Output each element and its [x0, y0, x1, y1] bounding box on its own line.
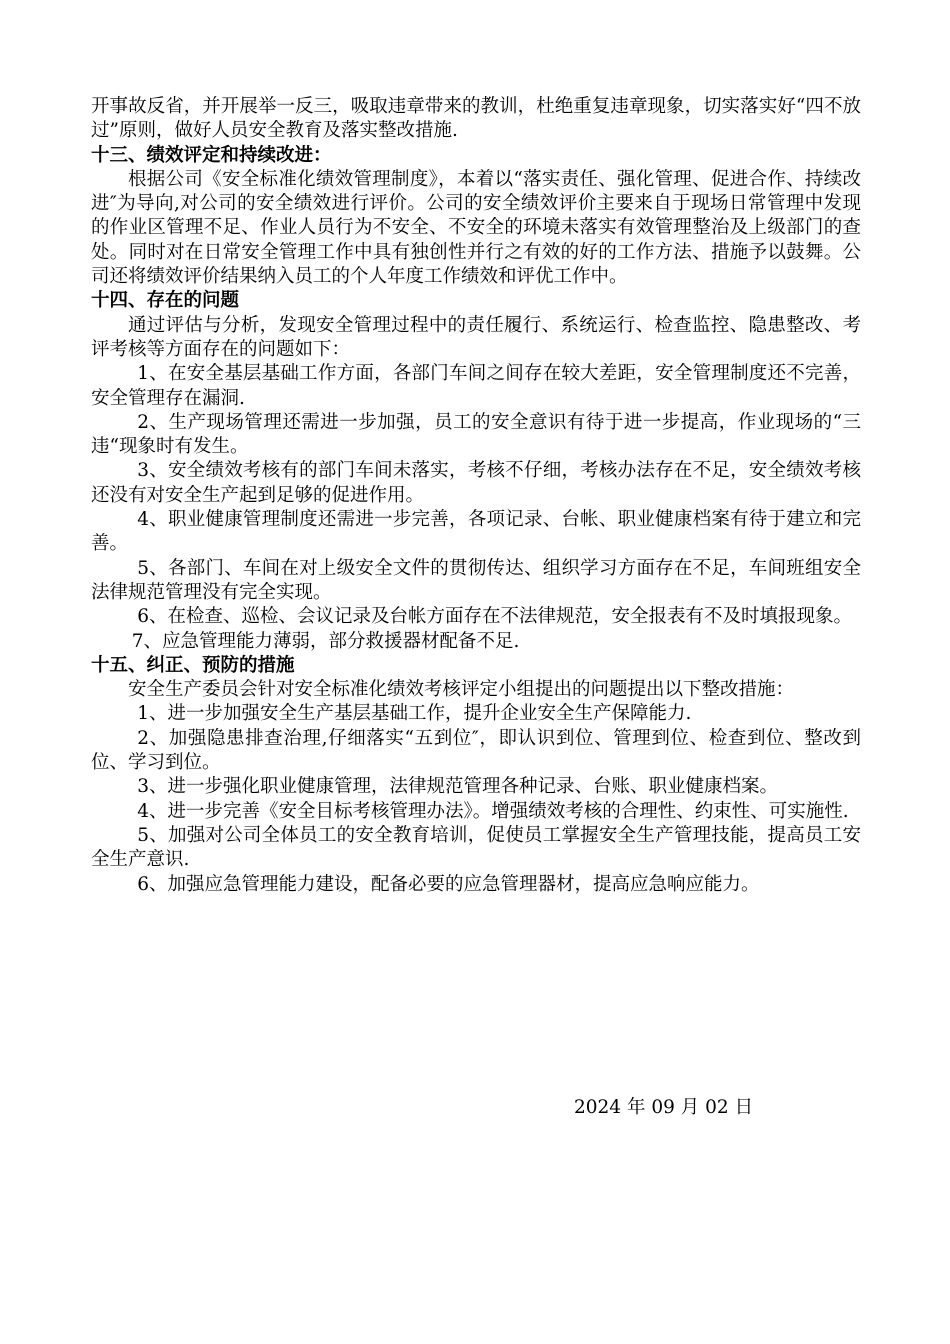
section-14-heading: 十四、存在的问题: [91, 290, 240, 312]
section-15-item-2: 2、加强隐患排查治理,仔细落实“五到位″，即认识到位、管理到位、检查到位、整改到位、学习到位。: [91, 727, 861, 774]
document-date: 2024 年 09 月 02 日: [574, 1097, 754, 1118]
section-14-intro: 通过评估与分析，发现安全管理过程中的责任履行、系统运行、检查监控、隐患整改、考评考核等方面存在的问题如下：: [91, 314, 861, 360]
section-15-heading: 十五、纠正、预防的措施: [91, 654, 295, 676]
section-14-item-3: 3、安全绩效考核有的部门车间未落实，考核不仔细，考核办法存在不足，安全绩效考核还没有对安全生产起到足够的促进作用。: [91, 460, 861, 506]
section-15-item-3: 3、进一步强化职业健康管理，法律规范管理各种记录、台账、职业健康档案。: [137, 776, 779, 798]
section-13-heading: 十三、绩效评定和持续改进：: [91, 144, 332, 166]
document-page: [91, 95, 861, 897]
section-14-item-7: 7、应急管理能力薄弱，部分救援器材配备不足.: [131, 630, 520, 652]
section-14-item-2: 2、生产现场管理还需进一步加强，员工的安全意识有待于进一步提高，作业现场的“三违“现象时有发生。: [91, 411, 861, 458]
section-15-intro: 安全生产委员会针对安全标准化绩效考核评定小组提出的问题提出以下整改措施：: [128, 679, 795, 701]
intro-continuation-paragraph: 开事故反省，并开展举一反三，吸取违章带来的教训，杜绝重复违章现象，切实落实好“四不放过”原则，做好人员安全教育及落实整改措施.: [91, 96, 861, 142]
section-15-item-4: 4、进一步完善《安全目标考核管理办法》。增强绩效考核的合理性、约束性、可实施性.: [137, 800, 849, 822]
section-15-item-6: 6、加强应急管理能力建设，配备必要的应急管理器材，提高应急响应能力。: [137, 873, 760, 895]
section-14-item-4: 4、职业健康管理制度还需进一步完善，各项记录、台帐、职业健康档案有待于建立和完善。: [91, 509, 861, 555]
section-14-item-1: 1、在安全基层基础工作方面，各部门车间之间存在较大差距，安全管理制度还不完善，安全管理存在漏洞.: [91, 363, 861, 409]
section-13-body: 根据公司《安全标准化绩效管理制度》，本着以“落实责任、强化管理、促进合作、持续改进″为导向,对公司的安全绩效进行评价。公司的安全绩效评价主要来自于现场日常管理中发现的作业区管理不足、作业人员行为不安全、不安全的环境未落实有效管理整治及上级部门的查处。同时对在日常安全管理工作中具有独创性并行之有效的好的工作方法、措施予以鼓舞。公司还将绩效评价结果纳入员工的个人年度工作绩效和评优工作中。: [91, 168, 861, 288]
section-15-item-1: 1、进一步加强安全生产基层基础工作，提升企业安全生产保障能力.: [137, 703, 692, 725]
section-14-item-5: 5、各部门、车间在对上级安全文件的贯彻传达、组织学习方面存在不足，车间班组安全法律规范管理没有完全实现。: [91, 557, 861, 603]
section-15-item-5: 5、加强对公司全体员工的安全教育培训，促使员工掌握安全生产管理技能，提高员工安全生产意识.: [91, 824, 861, 871]
section-14-item-6: 6、在检查、巡检、会议记录及台帐方面存在不法律规范，安全报表有不及时填报现象。: [137, 606, 853, 628]
